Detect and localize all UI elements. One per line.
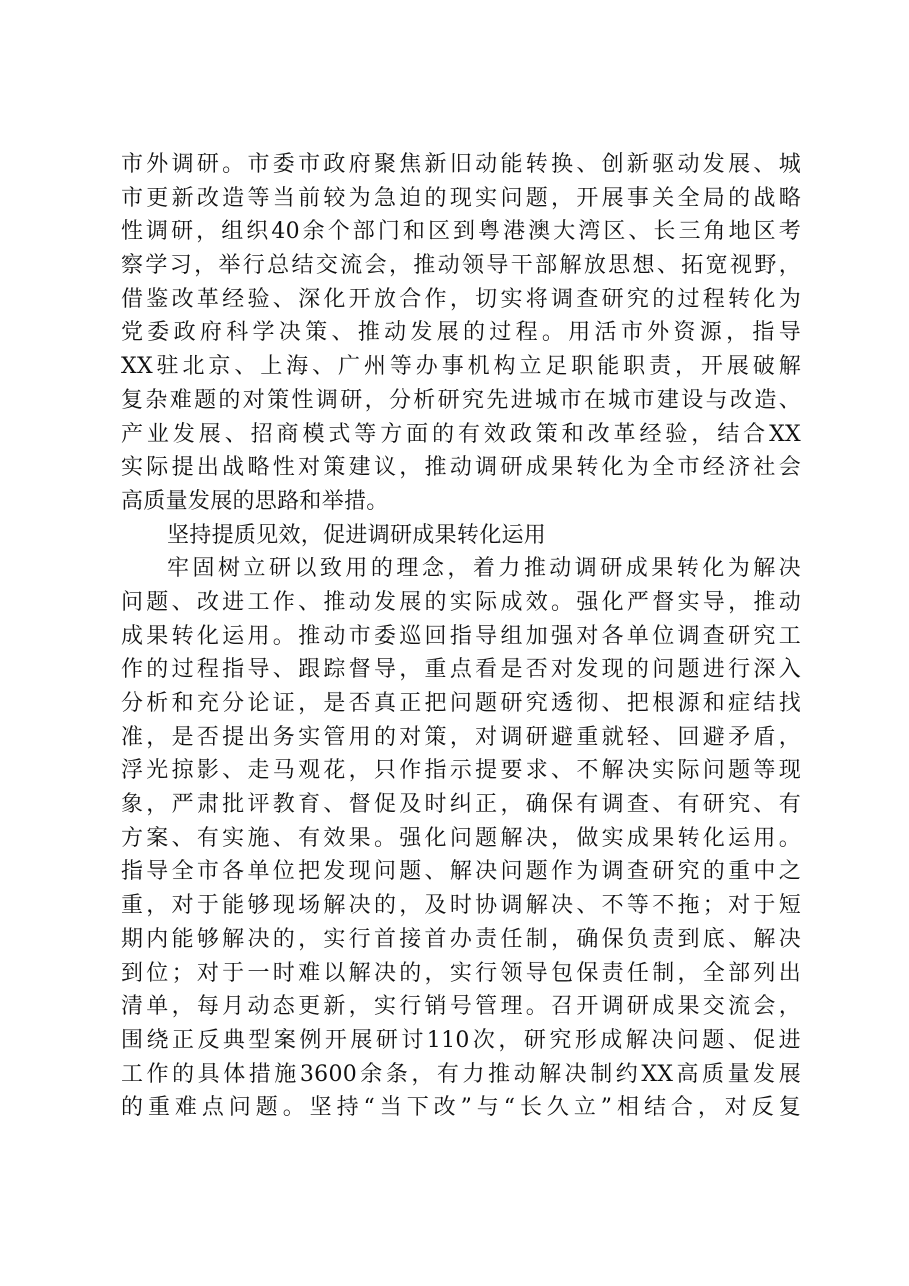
text-line: 象，严肃批评教育、督促及时纠正，确保有调查、有研究、有 (121, 792, 801, 818)
text-line: 市更新改造等当前较为急迫的现实问题，开展事关全局的战略 (121, 185, 801, 211)
text-line: 产业发展、招商模式等方面的有效政策和改革经验，结合XX (121, 421, 801, 447)
text-line: 期内能够解决的，实行首接首办责任制，确保负责到底、解决 (121, 926, 801, 952)
text-line: 工作的具体措施3600余条，有力推动解决制约XX高质量发展 (121, 1061, 801, 1087)
text-line: 性调研，组织40余个部门和区到粤港澳大湾区、长三角地区考 (121, 219, 801, 245)
text-line: 到位；对于一时难以解决的，实行领导包保责任制，全部列出 (121, 960, 801, 986)
text-line: 的重难点问题。坚持“当下改”与“长久立”相结合，对反复 (121, 1095, 801, 1121)
text-line: 清单，每月动态更新，实行销号管理。召开调研成果交流会， (121, 994, 801, 1020)
text-line: 作的过程指导、跟踪督导，重点看是否对发现的问题进行深入 (121, 657, 801, 683)
text-line: 借鉴改革经验、深化开放合作，切实将调查研究的过程转化为 (121, 286, 801, 312)
text-line: 浮光掠影、走马观花，只作指示提要求、不解决实际问题等现 (121, 758, 801, 784)
text-line: 分析和充分论证，是否真正把问题研究透彻、把根源和症结找 (121, 691, 801, 716)
text-line: 指导全市各单位把发现问题、解决问题作为调查研究的重中之 (121, 859, 801, 885)
text-line: 高质量发展的思路和举措。 (121, 488, 389, 514)
text-line: XX驻北京、上海、广州等办事机构立足职能职责，开展破解 (121, 354, 801, 380)
text-line: 问题、改进工作、推动发展的实际成效。强化严督实导，推动 (121, 589, 801, 615)
text-line: 实际提出战略性对策建议，推动调研成果转化为全市经济社会 (121, 455, 801, 481)
text-line: 党委政府科学决策、推动发展的过程。用活市外资源，指导 (121, 320, 801, 346)
section-heading: 坚持提质见效，促进调研成果转化运用 (167, 522, 547, 548)
document-body (121, 148, 801, 1125)
text-line: 察学习，举行总结交流会，推动领导干部解放思想、拓宽视野， (121, 253, 801, 279)
text-line: 重，对于能够现场解决的，及时协调解决、不等不拖；对于短 (121, 893, 801, 919)
text-line: 方案、有实施、有效果。强化问题解决，做实成果转化运用。 (121, 825, 801, 851)
text-line: 复杂难题的对策性调研，分析研究先进城市在城市建设与改造、 (121, 387, 801, 413)
text-line: 成果转化运用。推动市委巡回指导组加强对各单位调查研究工 (121, 623, 801, 649)
text-line: 围绕正反典型案例开展研讨110次，研究形成解决问题、促进 (121, 1027, 801, 1053)
text-line: 牢固树立研以致用的理念，着力推动调研成果转化为解决 (167, 556, 801, 582)
text-line: 准，是否提出务实管用的对策，对调研避重就轻、回避矛盾， (121, 724, 801, 750)
text-line: 市外调研。市委市政府聚焦新旧动能转换、创新驱动发展、城 (121, 152, 801, 177)
